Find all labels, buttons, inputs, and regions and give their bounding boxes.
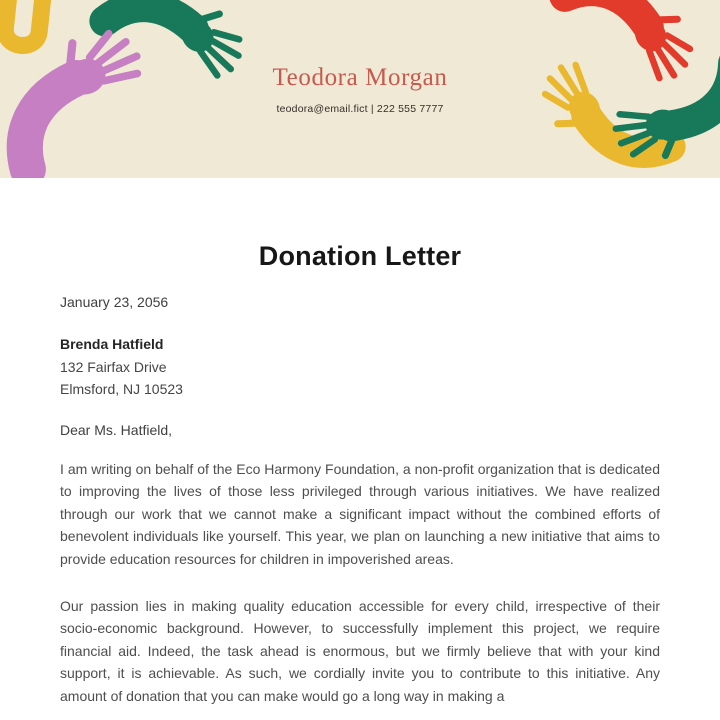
letterhead (0, 0, 720, 178)
recipient-name: Brenda Hatfield (60, 336, 164, 353)
letter-paragraph-1: I am writing on behalf of the Eco Harmony Foundation, a non-profit organization that is dedicated to improving the lives of those less privileged through various initiatives. We have realized through our work that we cannot make a significant impact without the combined efforts of benevolent individuals like yourself. This year, we plan on launching a new initiative that aims to provide education resources for children in impoverished areas. (60, 461, 660, 567)
sender-contact: teodora@email.fict | 222 555 7777 (276, 103, 444, 115)
letter-date: January 23, 2056 (60, 294, 169, 310)
salutation: Dear Ms. Hatfield, (60, 421, 173, 438)
letter-content (0, 178, 720, 707)
recipient-address-line1: 132 Fairfax Drive (60, 358, 167, 375)
letter-paragraph-2: Our passion lies in making quality education accessible for every child, irrespective of their socio-economic background. However, to successfully implement this project, we require financial aid. Indeed, the task ahead is enormous, but we firmly believe that with your kind support, it is achievable. As such, we cordially invite you to contribute to this initiative. Any amount of donation that you can make would go a long way in making a (60, 598, 660, 704)
sender-name: Teodora Morgan (272, 64, 448, 91)
recipient-address-line2: Elmsford, NJ 10523 (60, 381, 183, 398)
letter-title: Donation Letter (258, 241, 462, 271)
recipient-block (60, 333, 660, 400)
